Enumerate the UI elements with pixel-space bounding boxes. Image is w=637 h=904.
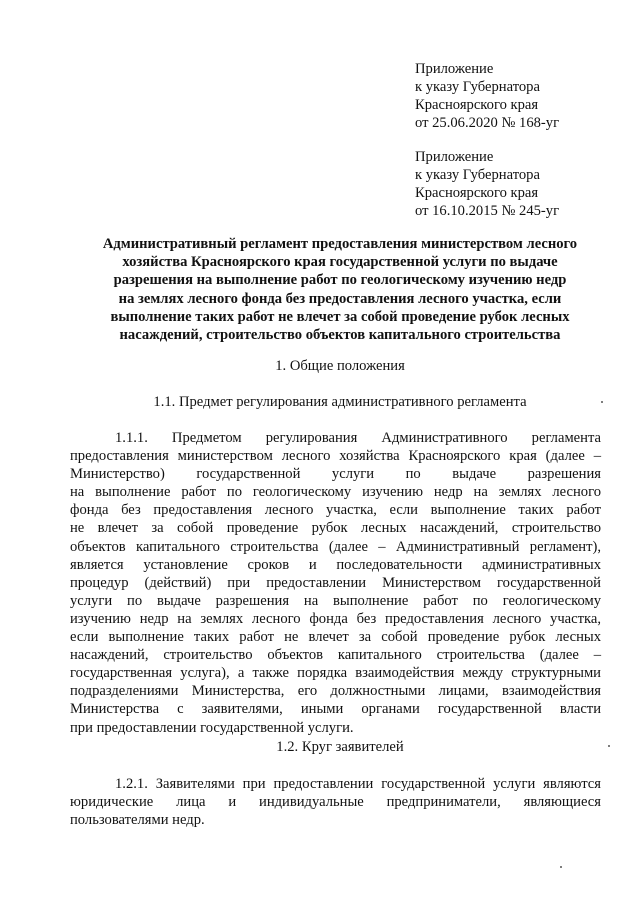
paragraph-line: фонда без предоставления лесного участка, если выполнение таких работ bbox=[70, 502, 601, 519]
paragraph-line: юридические лица и индивидуальные предприниматели, являющиеся bbox=[70, 794, 601, 811]
scan-speck bbox=[608, 745, 610, 747]
paragraph-line: пользователями недр. bbox=[70, 812, 205, 829]
title-line: разрешения на выполнение работ по геологическому изучению недр bbox=[113, 272, 567, 289]
paragraph-line: объектов капитального строительства (далее – Административный регламент), bbox=[70, 538, 601, 555]
appendix-line: от 16.10.2015 № 245-уг bbox=[415, 203, 560, 219]
paragraph-line: Министерство) государственной услуги по выдаче разрешения bbox=[70, 466, 601, 483]
paragraph-line: Министерства с заявителями, иными органами государственной власти bbox=[70, 701, 601, 718]
scan-speck bbox=[560, 866, 562, 868]
paragraph-line: процедур (действий) при предоставлении Министерством государственной bbox=[70, 574, 601, 591]
appendix-note-2015 bbox=[415, 148, 625, 220]
paragraph-line: предоставления министерством лесного хозяйства Красноярского края (далее – bbox=[70, 448, 601, 465]
appendix-line: Приложение bbox=[415, 149, 494, 165]
title-line: на землях лесного фонда без предоставления лесного участка, если bbox=[118, 290, 562, 307]
subsection-heading-applicants: 1.2. Круг заявителей bbox=[276, 739, 404, 755]
paragraph-line: является установление сроков и последовательности административных bbox=[70, 556, 601, 573]
paragraph-line: подразделениями Министерства, его должностными лицами, взаимодействия bbox=[70, 683, 601, 700]
subsection-heading-subject: 1.1. Предмет регулирования административного регламента bbox=[153, 394, 527, 410]
title-line: хозяйства Красноярского края государственной услуги по выдаче bbox=[122, 254, 558, 271]
scan-speck bbox=[601, 401, 603, 403]
paragraph-line: на выполнение работ по геологическому изучению недр на землях лесного bbox=[70, 484, 601, 501]
appendix-line: от 25.06.2020 № 168-уг bbox=[415, 115, 560, 131]
document-title bbox=[70, 235, 610, 344]
paragraph-1-2-1 bbox=[70, 775, 601, 829]
appendix-note-2020 bbox=[415, 60, 625, 132]
section-heading-general: 1. Общие положения bbox=[275, 358, 405, 374]
appendix-line: к указу Губернатора bbox=[415, 79, 540, 95]
appendix-line: Приложение bbox=[415, 61, 494, 77]
appendix-line: к указу Губернатора bbox=[415, 167, 540, 183]
paragraph-line: изучению недр на землях лесного фонда без предоставления лесного участка, bbox=[70, 610, 601, 627]
title-line: Административный регламент предоставления министерством лесного bbox=[102, 236, 578, 252]
title-line: выполнение таких работ не влечет за собой проведение рубок лесных bbox=[110, 308, 570, 325]
paragraph-line: насаждений, строительство объектов капитального строительства (далее – bbox=[70, 647, 601, 664]
paragraph-line: 1.1.1. Предметом регулирования Административного регламента bbox=[115, 430, 601, 446]
paragraph-1-1-1 bbox=[70, 429, 601, 737]
paragraph-line: услуги по выдаче разрешения на выполнение работ по геологическому bbox=[70, 592, 601, 609]
appendix-line: Красноярского края bbox=[415, 185, 539, 201]
paragraph-line: если выполнение таких работ не влечет за собой проведение рубок лесных bbox=[70, 629, 601, 646]
paragraph-line: 1.2.1. Заявителями при предоставлении государственной услуги являются bbox=[115, 776, 601, 792]
title-line: насаждений, строительство объектов капитального строительства bbox=[119, 327, 561, 344]
paragraph-line: при предоставлении государственной услуги. bbox=[70, 719, 354, 736]
appendix-line: Красноярского края bbox=[415, 97, 539, 113]
paragraph-line: не влечет за собой проведение рубок лесных насаждений, строительство bbox=[70, 520, 601, 537]
paragraph-line: государственная услуга), а также порядка взаимодействия между структурными bbox=[70, 665, 601, 682]
